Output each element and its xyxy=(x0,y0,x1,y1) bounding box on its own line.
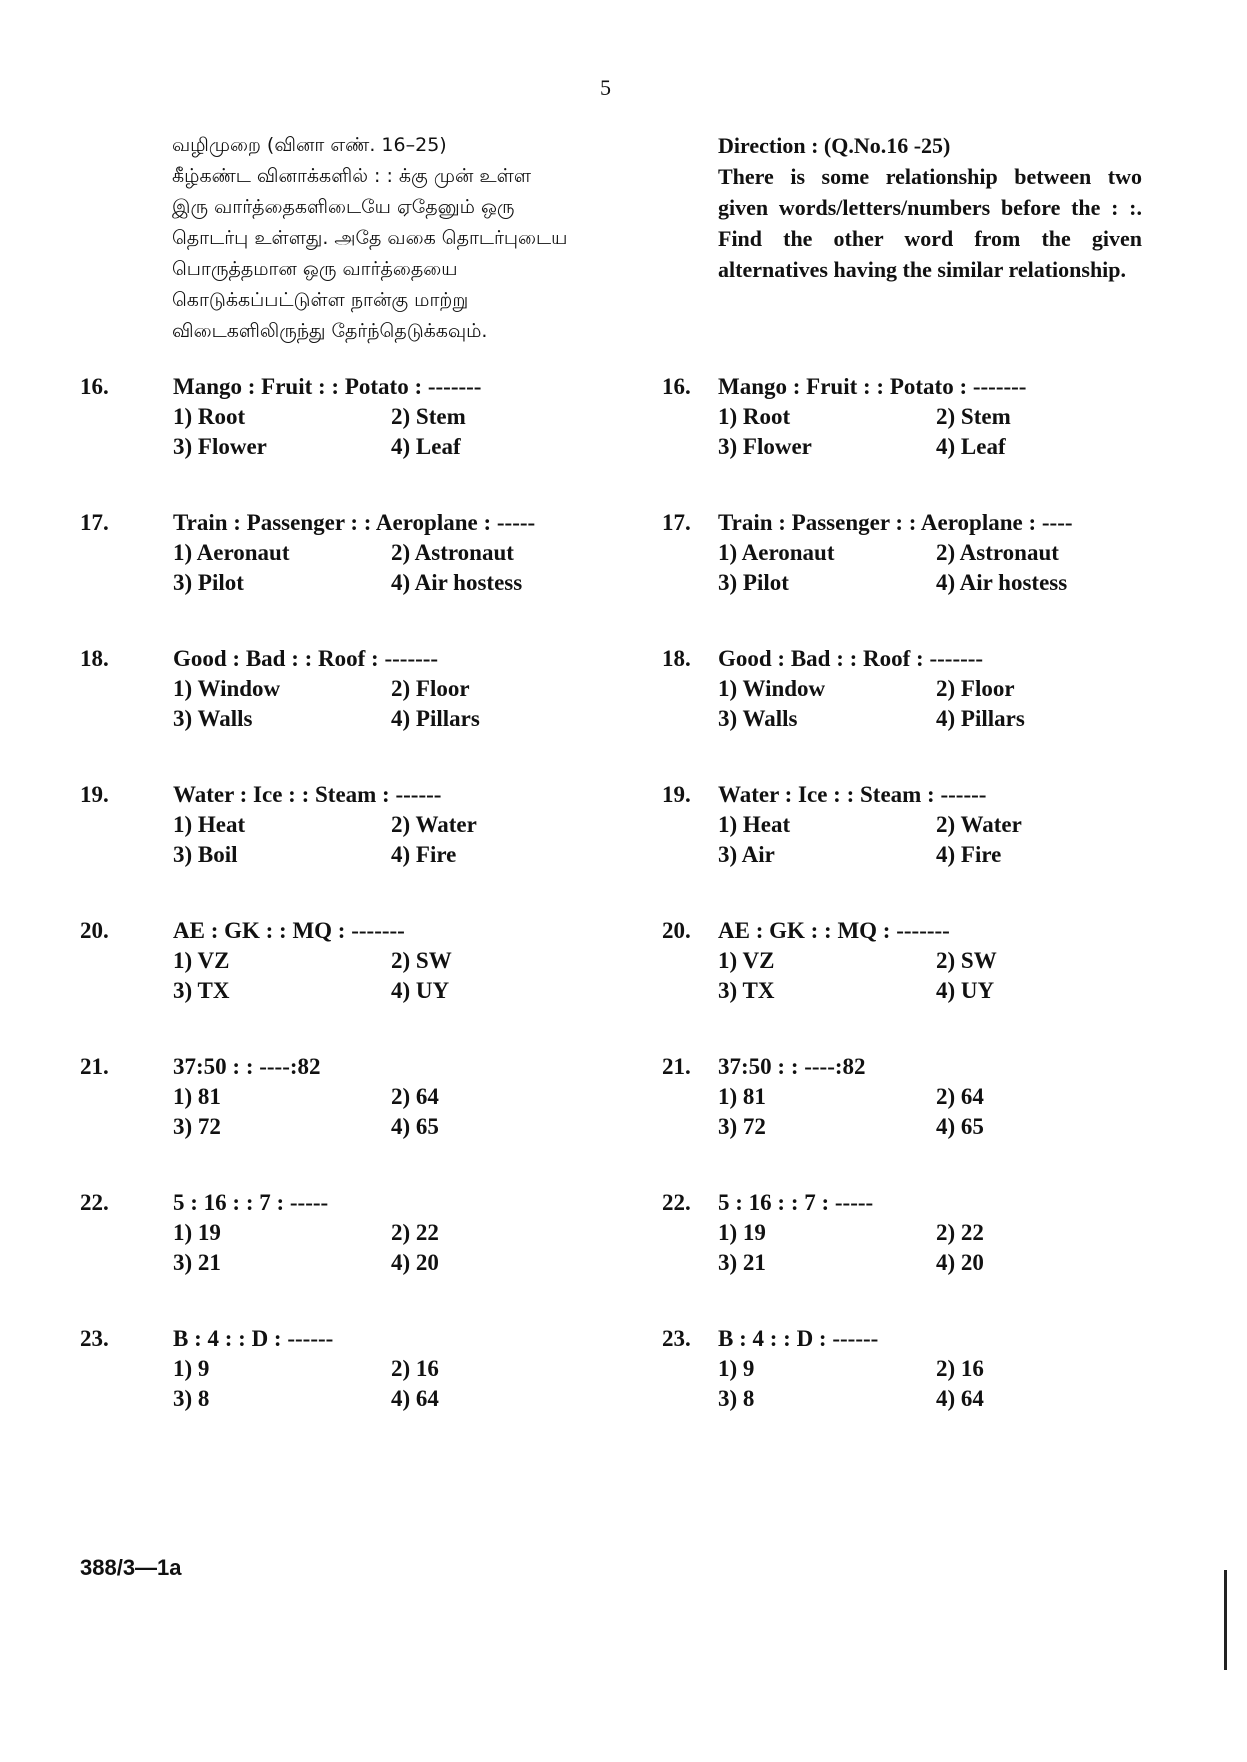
page-number: 5 xyxy=(600,75,611,100)
option: 3) 72 xyxy=(173,1114,221,1139)
option: 1) Window xyxy=(718,676,826,701)
question-stem: 5 : 16 : : 7 : ----- xyxy=(718,1190,874,1215)
option: 3) TX xyxy=(173,978,230,1003)
option: 3) Walls xyxy=(718,706,798,731)
question xyxy=(662,1324,1162,1460)
option: 3) 8 xyxy=(718,1386,755,1411)
option: 2) Water xyxy=(391,812,477,837)
option: 1) Window xyxy=(173,676,281,701)
option: 2) 22 xyxy=(391,1220,439,1245)
option: 1) 9 xyxy=(173,1356,210,1381)
option: 1) Root xyxy=(173,404,246,429)
option: 2) Floor xyxy=(391,676,470,701)
option: 4) Pillars xyxy=(391,706,480,731)
question-number: 22. xyxy=(80,1190,109,1215)
question-stem: 37:50 : : ----:82 xyxy=(173,1054,321,1079)
option: 4) Leaf xyxy=(391,434,461,459)
question-stem: Good : Bad : : Roof : ------- xyxy=(173,646,439,671)
question xyxy=(662,372,1162,508)
directions-english-heading: Direction : (Q.No.16 -25) xyxy=(718,133,951,158)
question-number: 18. xyxy=(80,646,109,671)
directions-english-text: There is some relationship between two given words/letters/numbers before the : :. Find the other word from the given alternatives having the similar relationship. xyxy=(718,164,1142,282)
directions-english xyxy=(718,130,1142,285)
option: 2) Water xyxy=(936,812,1022,837)
option: 1) Aeronaut xyxy=(173,540,290,565)
question-stem: B : 4 : : D : ------ xyxy=(173,1326,334,1351)
option: 3) Pilot xyxy=(718,570,789,595)
question xyxy=(80,508,620,644)
question xyxy=(80,1052,620,1188)
option: 2) 64 xyxy=(391,1084,439,1109)
directions-tamil-line: பொருத்தமான ஒரு வார்த்தையை xyxy=(172,258,458,280)
question-number: 22. xyxy=(662,1190,691,1215)
option: 1) Heat xyxy=(173,812,246,837)
option: 4) UY xyxy=(936,978,995,1003)
question xyxy=(80,372,620,508)
question-number: 19. xyxy=(80,782,109,807)
option: 2) Stem xyxy=(936,404,1011,429)
directions-tamil-line: விடைகளிலிருந்து தேர்ந்தெடுக்கவும். xyxy=(172,320,488,342)
directions-tamil-line: கொடுக்கப்பட்டுள்ள நான்கு மாற்று xyxy=(172,289,469,311)
directions-tamil-line: தொடர்பு உள்ளது. அதே வகை தொடர்புடைய xyxy=(172,227,568,249)
option: 1) Aeronaut xyxy=(718,540,835,565)
question-number: 20. xyxy=(80,918,109,943)
question-number: 23. xyxy=(662,1326,691,1351)
option: 4) UY xyxy=(391,978,450,1003)
questions-column-right xyxy=(662,372,1162,1460)
option: 3) TX xyxy=(718,978,775,1003)
option: 4) Leaf xyxy=(936,434,1006,459)
question-stem: Water : Ice : : Steam : ------ xyxy=(718,782,987,807)
question xyxy=(662,1188,1162,1324)
question-number: 17. xyxy=(80,510,109,535)
question xyxy=(80,1324,620,1460)
option: 4) 65 xyxy=(391,1114,439,1139)
option: 4) 65 xyxy=(936,1114,984,1139)
option: 3) Air xyxy=(718,842,775,867)
option: 4) 64 xyxy=(936,1386,984,1411)
option: 1) 19 xyxy=(718,1220,766,1245)
question-stem: Train : Passenger : : Aeroplane : ----- xyxy=(173,510,536,535)
question-stem: Train : Passenger : : Aeroplane : ---- xyxy=(718,510,1073,535)
question-number: 23. xyxy=(80,1326,109,1351)
directions-tamil-line: இரு வார்த்தைகளிடையே ஏதேனும் ஒரு xyxy=(172,196,515,218)
option: 1) Root xyxy=(718,404,791,429)
option: 3) Flower xyxy=(173,434,267,459)
question xyxy=(662,508,1162,644)
option: 2) 16 xyxy=(391,1356,439,1381)
option: 1) VZ xyxy=(173,948,230,973)
question-number: 21. xyxy=(80,1054,109,1079)
option: 1) VZ xyxy=(718,948,775,973)
directions-tamil-line: வழிமுறை (வினா எண். 16–25) xyxy=(172,134,447,156)
footer-code: 388/3—1a xyxy=(80,1555,182,1580)
directions-tamil xyxy=(172,130,632,347)
directions-tamil-line: கீழ்கண்ட வினாக்களில் : : க்கு முன் உள்ள xyxy=(172,165,531,187)
question-stem: Water : Ice : : Steam : ------ xyxy=(173,782,442,807)
questions-column-left xyxy=(80,372,620,1460)
question xyxy=(80,780,620,916)
option: 3) 21 xyxy=(173,1250,221,1275)
question-number: 20. xyxy=(662,918,691,943)
option: 1) Heat xyxy=(718,812,791,837)
question xyxy=(662,644,1162,780)
option: 3) Walls xyxy=(173,706,253,731)
option: 1) 19 xyxy=(173,1220,221,1245)
option: 4) Pillars xyxy=(936,706,1025,731)
question-number: 19. xyxy=(662,782,691,807)
option: 2) SW xyxy=(391,948,452,973)
question xyxy=(662,780,1162,916)
option: 3) Flower xyxy=(718,434,812,459)
option: 1) 9 xyxy=(718,1356,755,1381)
option: 2) Stem xyxy=(391,404,466,429)
option: 2) SW xyxy=(936,948,997,973)
option: 3) 21 xyxy=(718,1250,766,1275)
option: 2) 64 xyxy=(936,1084,984,1109)
option: 4) 20 xyxy=(391,1250,439,1275)
option: 2) 22 xyxy=(936,1220,984,1245)
question xyxy=(80,644,620,780)
option: 4) 64 xyxy=(391,1386,439,1411)
option: 4) Air hostess xyxy=(936,570,1068,595)
question-number: 18. xyxy=(662,646,691,671)
question-stem: Mango : Fruit : : Potato : ------- xyxy=(173,374,482,399)
option: 1) 81 xyxy=(173,1084,221,1109)
option: 3) 8 xyxy=(173,1386,210,1411)
question-number: 21. xyxy=(662,1054,691,1079)
question-number: 16. xyxy=(662,374,691,399)
option: 4) Fire xyxy=(391,842,457,867)
option: 3) Pilot xyxy=(173,570,244,595)
question-stem: 37:50 : : ----:82 xyxy=(718,1054,866,1079)
question-stem: B : 4 : : D : ------ xyxy=(718,1326,879,1351)
question xyxy=(80,1188,620,1324)
option: 3) Boil xyxy=(173,842,238,867)
question-stem: Mango : Fruit : : Potato : ------- xyxy=(718,374,1027,399)
question-stem: 5 : 16 : : 7 : ----- xyxy=(173,1190,329,1215)
question-stem: AE : GK : : MQ : ------- xyxy=(718,918,950,943)
option: 2) Floor xyxy=(936,676,1015,701)
option: 2) Astronaut xyxy=(391,540,514,565)
question xyxy=(80,916,620,1052)
option: 2) 16 xyxy=(936,1356,984,1381)
question-stem: AE : GK : : MQ : ------- xyxy=(173,918,405,943)
option: 2) Astronaut xyxy=(936,540,1059,565)
option: 4) Air hostess xyxy=(391,570,523,595)
question xyxy=(662,1052,1162,1188)
option: 4) 20 xyxy=(936,1250,984,1275)
option: 3) 72 xyxy=(718,1114,766,1139)
question-number: 17. xyxy=(662,510,691,535)
scan-mark xyxy=(1224,1570,1227,1670)
question-stem: Good : Bad : : Roof : ------- xyxy=(718,646,984,671)
option: 1) 81 xyxy=(718,1084,766,1109)
option: 4) Fire xyxy=(936,842,1002,867)
question-number: 16. xyxy=(80,374,109,399)
question xyxy=(662,916,1162,1052)
